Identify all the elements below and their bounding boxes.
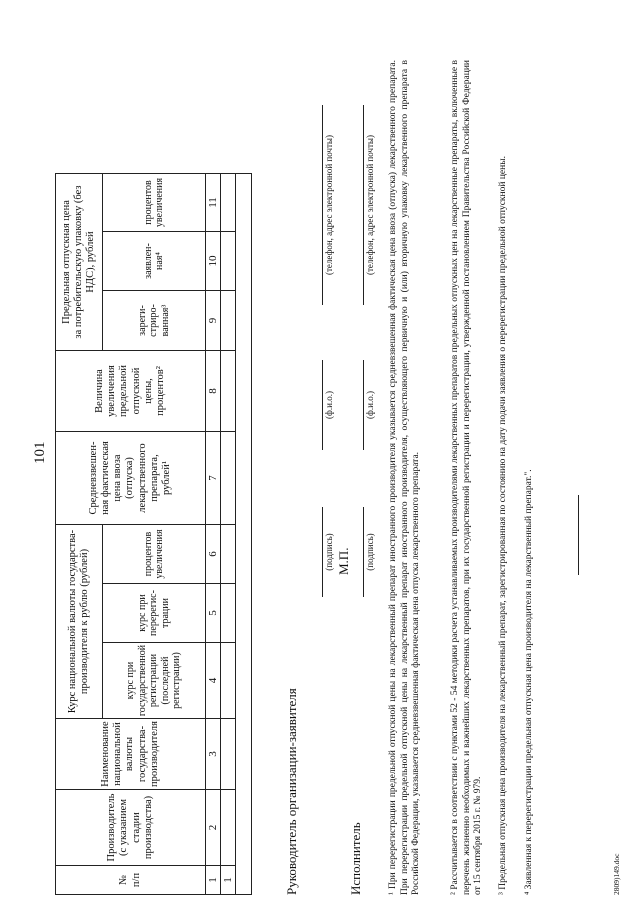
- data-cell: [220, 431, 236, 525]
- signature-caption: (подпись): [324, 533, 334, 571]
- column-number: 2: [205, 789, 221, 866]
- data-cell: [220, 789, 236, 866]
- footnote-3: ³ Предельная отпускная цена производителя на лекарственный препарат, зарегистрированная по состоянию на дату подачи заявления о перерегистрации предельной отпускной цены.: [498, 156, 508, 895]
- fio-caption: (ф.и.о.): [324, 391, 334, 419]
- footnote-4: ⁴ Заявленная к перерегистрации предельная отпускная цена производителя на лекарственный препарат.".: [524, 469, 534, 895]
- column-number: 3: [205, 718, 221, 790]
- data-cell: [220, 173, 236, 232]
- header-col-4: курс при государственной регистрации (последней регистрации): [102, 642, 206, 719]
- signature-line: [322, 507, 323, 597]
- footnote-2: ² Рассчитывается в соответствии с пунктами 52 - 54 методики расчета устанавливаемых производителями лекарственных препаратов предельных отпускных цен на лекарственные препараты, включенные в перечень жизненно необходимых и важнейших лекарственных препаратов, при их государственной регистрации и перерегистрации, утвержденной постановлением Правительства Российской Федерации от 15 сентября 2015 г. № 979.: [450, 60, 484, 895]
- signature-line: [363, 507, 364, 597]
- fio-line: [322, 360, 323, 450]
- fio-line: [363, 360, 364, 450]
- column-number: 8: [205, 350, 221, 432]
- data-cell: [220, 350, 236, 432]
- executor-label: Исполнитель: [348, 822, 363, 895]
- phone-line: [322, 105, 323, 305]
- header-col-2: Производитель (с указанием стадии производства): [55, 789, 206, 866]
- column-number: 7: [205, 431, 221, 525]
- column-number: 4: [205, 642, 221, 719]
- empty-row: [235, 173, 252, 895]
- data-cell: [220, 290, 236, 351]
- header-col-6: процентов увеличения: [102, 524, 206, 584]
- stamp-placeholder: М.П.: [336, 547, 351, 575]
- column-number: 11: [205, 173, 221, 232]
- head-of-organization-label: Руководитель организации-заявителя: [284, 688, 299, 895]
- data-cell: [220, 524, 236, 584]
- data-cell: [220, 583, 236, 643]
- footnote-1: ¹ При перерегистрации предельной отпускной цены на лекарственный препарат иностранного производителя указывается средневзвешенная фактическая цена ввоза (отпуска) лекарственного препарата. При перерегистрации предельной отпускной цены на лекарственный препарат иностранного производителя, осуществляющего первичную и (или) вторичную упаковку лекарственного препарата в Российской Федерации, указывается средневзвешенная фактическая цена отпуска лекарственного препарата.: [388, 60, 422, 895]
- data-cell: [220, 642, 236, 719]
- header-col-5: курс при перерегис- трации: [102, 583, 206, 643]
- header-col-7: Средневзвешен- ная фактическая цена ввоза (отпуска) лекарственного препарата, рублей¹: [55, 431, 206, 525]
- phone-caption: (телефон, адрес электронной почты): [324, 135, 334, 275]
- fio-caption: (ф.и.о.): [365, 391, 375, 419]
- header-col-8: Величина увеличения предельной отпускной цены, процентов²: [55, 350, 206, 432]
- header-col-3: Наименование национальной валюты государства- производителя: [55, 718, 206, 790]
- column-number: 10: [205, 231, 221, 291]
- header-group-price: Предельная отпускная цена за потребительскую упаковку (без НДС), рублей: [55, 173, 103, 351]
- signature-caption: (подпись): [365, 533, 375, 571]
- separator-line: [578, 495, 579, 575]
- phone-caption: (телефон, адрес электронной почты): [365, 135, 375, 275]
- data-cell: [220, 718, 236, 790]
- data-cell: [220, 231, 236, 291]
- header-col-9: зареги- стриро- ванная³: [102, 290, 206, 351]
- column-number: 5: [205, 583, 221, 643]
- header-col-10: заявлен- ная⁴: [102, 231, 206, 291]
- column-number: 6: [205, 524, 221, 584]
- column-number: 9: [205, 290, 221, 351]
- column-number: 1: [205, 865, 221, 895]
- header-col-1: № п/п: [55, 865, 206, 895]
- data-cell: 1: [220, 865, 236, 895]
- header-group-rate: Курс национальной валюты государства- производителя к рублю (рублей): [55, 524, 103, 719]
- phone-line: [363, 105, 364, 305]
- footer-doc-code: 2809)149.doc: [612, 853, 621, 895]
- page-number: 101: [32, 441, 48, 464]
- header-col-11: процентов увеличения: [102, 173, 206, 232]
